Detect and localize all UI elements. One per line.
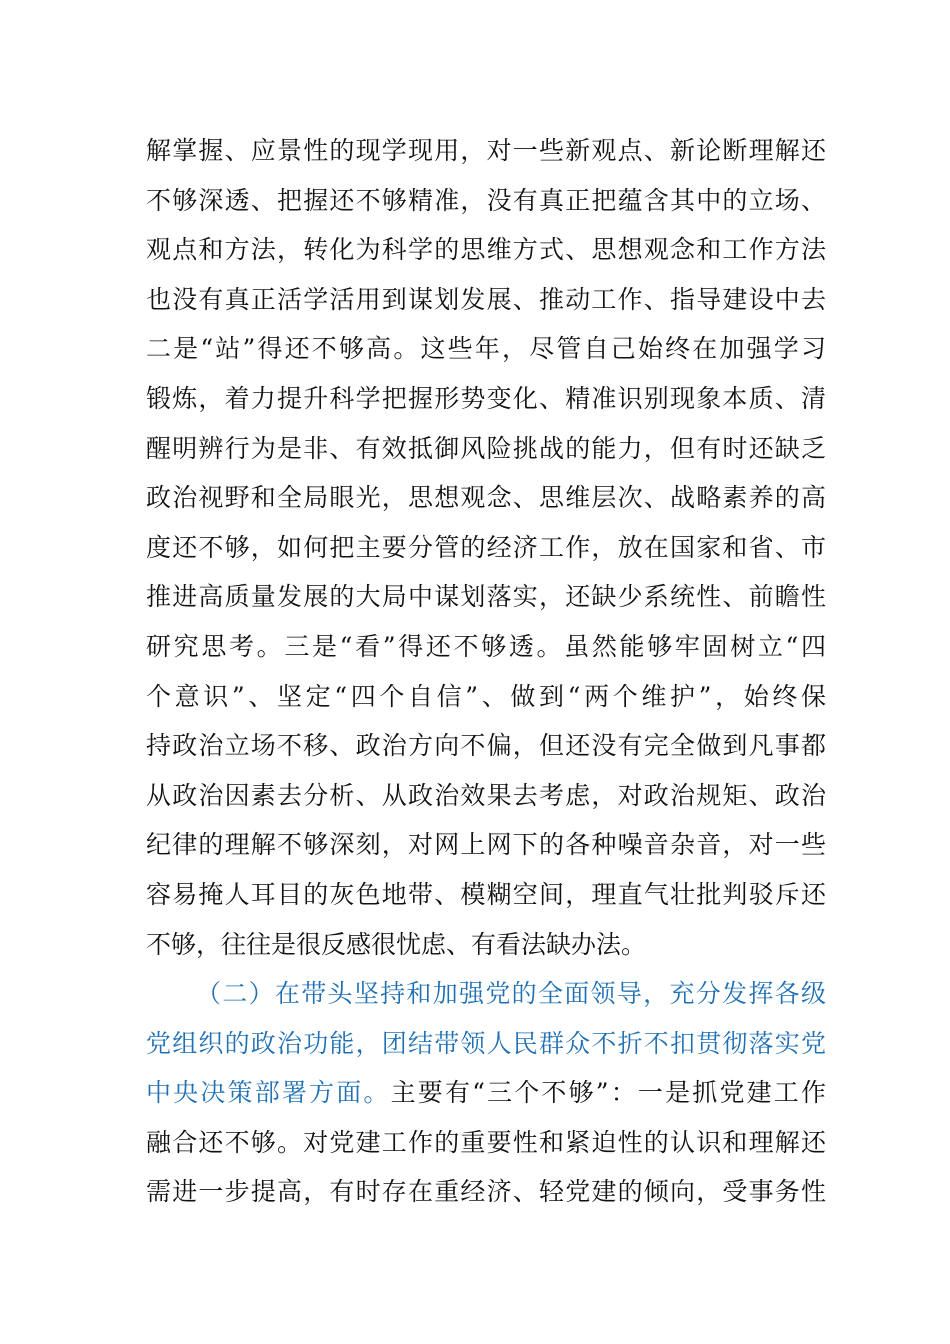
text-line: 需进一步提高，有时存在重经济、轻党建的倾向，受事务性 xyxy=(146,1177,826,1207)
text-line: 不够深透、把握还不够精准，没有真正把蕴含其中的立场、 xyxy=(146,185,826,215)
text-line: 解掌握、应景性的现学现用，对一些新观点、新论断理解还 xyxy=(146,136,826,165)
text-line: 研究思考。三是“看”得还不够透。虽然能够牢固树立“四 xyxy=(146,631,826,661)
text-line: 个意识”、坚定“四个自信”、做到“两个维护”，始终保 xyxy=(146,681,826,711)
section-heading-line: （二）在带头坚持和加强党的全面领导，充分发挥各级 xyxy=(196,979,826,1009)
text-line: 容易掩人耳目的灰色地带、模糊空间，理直气壮批判驳斥还 xyxy=(146,879,826,909)
text-line: 融合还不够。对党建工作的重要性和紧迫性的认识和理解还 xyxy=(146,1127,826,1157)
text-line: 政治视野和全局眼光，思想观念、思维层次、战略素养的高 xyxy=(146,483,826,513)
text-line: 二是“站”得还不够高。这些年，尽管自己始终在加强学习 xyxy=(146,334,826,364)
section-heading-end: 中央决策部署方面。 xyxy=(146,1078,391,1108)
text-line: 醒明辨行为是非、有效抵御风险挑战的能力，但有时还缺乏 xyxy=(146,433,826,463)
text-line: 不够，往往是很反感很忧虑、有看法缺办法。 xyxy=(146,929,647,959)
section-body-start: 主要有“三个不够”：一是抓党建工作 xyxy=(390,1078,826,1108)
mixed-text-line xyxy=(146,1068,826,1118)
text-line: 从政治因素去分析、从政治效果去考虑，对政治规矩、政治 xyxy=(146,780,826,810)
text-line: 推进高质量发展的大局中谋划落实，还缺少系统性、前瞻性 xyxy=(146,582,826,612)
text-line: 观点和方法，转化为科学的思维方式、思想观念和工作方法 xyxy=(146,235,826,265)
text-line: 也没有真正活学活用到谋划发展、推动工作、指导建设中去 xyxy=(146,284,826,314)
text-line: 纪律的理解不够深刻，对网上网下的各种噪音杂音，对一些 xyxy=(146,830,826,860)
text-line: 持政治立场不移、政治方向不偏，但还没有完全做到凡事都 xyxy=(146,731,826,761)
text-line: 度还不够，如何把主要分管的经济工作，放在国家和省、市 xyxy=(146,532,826,562)
document-body xyxy=(146,126,826,1217)
text-line: 锻炼，着力提升科学把握形势变化、精准识别现象本质、清 xyxy=(146,383,826,413)
section-heading-line: 党组织的政治功能，团结带领人民群众不折不扣贯彻落实党 xyxy=(146,1028,826,1058)
